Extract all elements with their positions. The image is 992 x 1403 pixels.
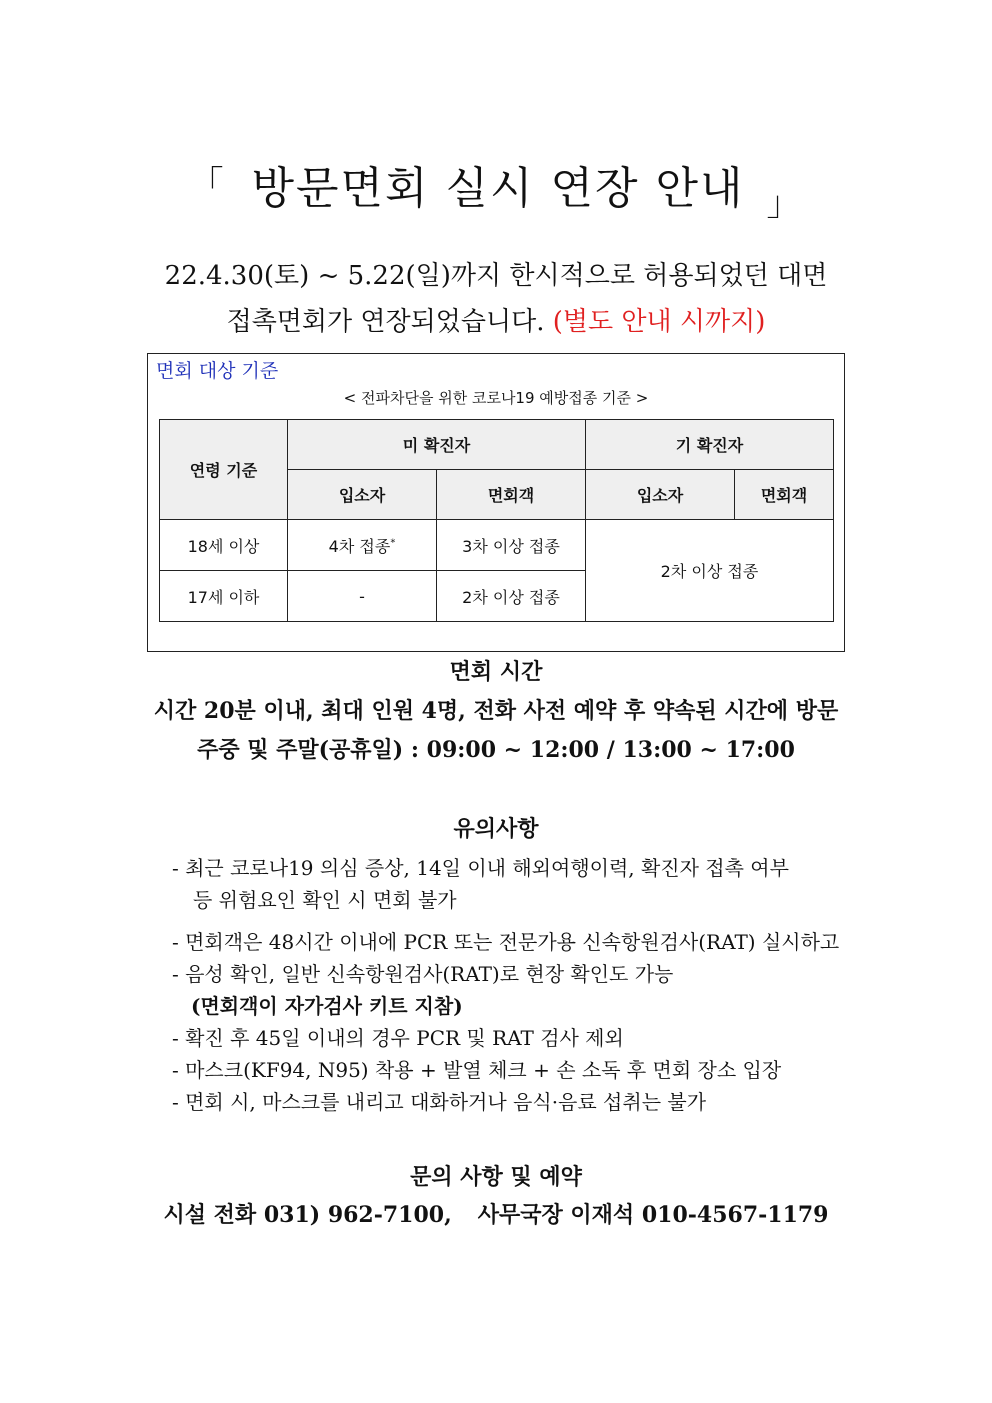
visit-time-rule: 시간 20분 이내, 최대 인원 4명, 전화 사전 예약 후 약속된 시간에 방문	[153, 698, 839, 724]
note-paren: (면회객이 자가검사 키트 지참)	[191, 994, 463, 1018]
list-item: - 마스크(KF94, N95) 착용 + 발열 체크 + 손 소독 후 면회 장소 입장	[172, 1058, 782, 1082]
note-text-continued: 등 위험요인 확인 시 면회 불가	[193, 888, 457, 912]
visit-time-heading: 면회 시간	[449, 659, 543, 685]
note-text: - 최근 코로나19 의심 증상, 14일 이내 해외여행이력, 확진자 접촉 여부	[172, 856, 789, 880]
row-resident-value: 4차 접종	[328, 536, 391, 556]
footnote-mark: *	[390, 537, 396, 549]
intro-line-2-text: 접촉면회가 연장되었습니다.	[226, 307, 545, 337]
header-visitor: 면회객	[437, 470, 586, 520]
vaccination-table	[159, 419, 834, 622]
list-item	[172, 958, 839, 1022]
intro-note: (별도 안내 시까지)	[552, 307, 766, 337]
list-item: - 확진 후 45일 이내의 경우 PCR 및 RAT 검사 제외	[172, 1026, 624, 1050]
title-close-bracket: 」	[766, 184, 803, 224]
table-header-row	[160, 420, 834, 470]
list-item	[172, 852, 839, 916]
list-item: - 면회객은 48시간 이내에 PCR 또는 전문가용 신속항원검사(RAT) 실시하고	[172, 930, 840, 954]
note-text: - 음성 확인, 일반 신속항원검사(RAT)로 현장 확인도 가능	[172, 962, 674, 986]
manager-phone: 사무국장 이재석 010-4567-1179	[477, 1202, 829, 1228]
header-resident: 입소자	[288, 470, 437, 520]
title-text: 방문면회 실시 연장 안내	[251, 163, 745, 214]
row-resident: -	[288, 571, 437, 622]
intro-line-1: 22.4.30(토) ~ 5.22(일)까지 한시적으로 허용되었던 대면	[164, 261, 828, 291]
row-age: 18세 이상	[160, 520, 288, 571]
row-age: 17세 이하	[160, 571, 288, 622]
header-visitor-confirmed: 면회객	[735, 470, 834, 520]
row-visitor: 2차 이상 접종	[437, 571, 586, 622]
contact-line	[0, 1198, 992, 1229]
facility-phone: 시설 전화 031) 962-7100,	[163, 1202, 452, 1228]
box-subtitle: < 전파차단을 위한 코로나19 예방접종 기준 >	[343, 389, 649, 407]
visit-time-hours: 주중 및 주말(공휴일) : 09:00 ~ 12:00 / 13:00 ~ 17:00	[197, 737, 795, 763]
confirmed-value: 2차 이상 접종	[586, 520, 834, 622]
header-confirmed: 기 확진자	[586, 420, 834, 470]
notes-heading: 유의사항	[453, 816, 539, 842]
table-row	[160, 520, 834, 571]
header-age: 연령 기준	[160, 420, 288, 520]
header-resident-confirmed: 입소자	[586, 470, 735, 520]
title-open-bracket: 「	[189, 164, 226, 204]
notes-list	[172, 852, 839, 1118]
vaccination-criteria-box	[147, 353, 845, 652]
box-title: 면회 대상 기준	[156, 360, 279, 382]
intro-line-2	[0, 301, 992, 338]
document-title	[0, 152, 992, 224]
row-resident	[288, 520, 437, 571]
contact-heading: 문의 사항 및 예약	[410, 1164, 582, 1190]
row-visitor: 3차 이상 접종	[437, 520, 586, 571]
header-not-confirmed: 미 확진자	[288, 420, 586, 470]
list-item: - 면회 시, 마스크를 내리고 대화하거나 음식·음료 섭취는 불가	[172, 1090, 707, 1114]
